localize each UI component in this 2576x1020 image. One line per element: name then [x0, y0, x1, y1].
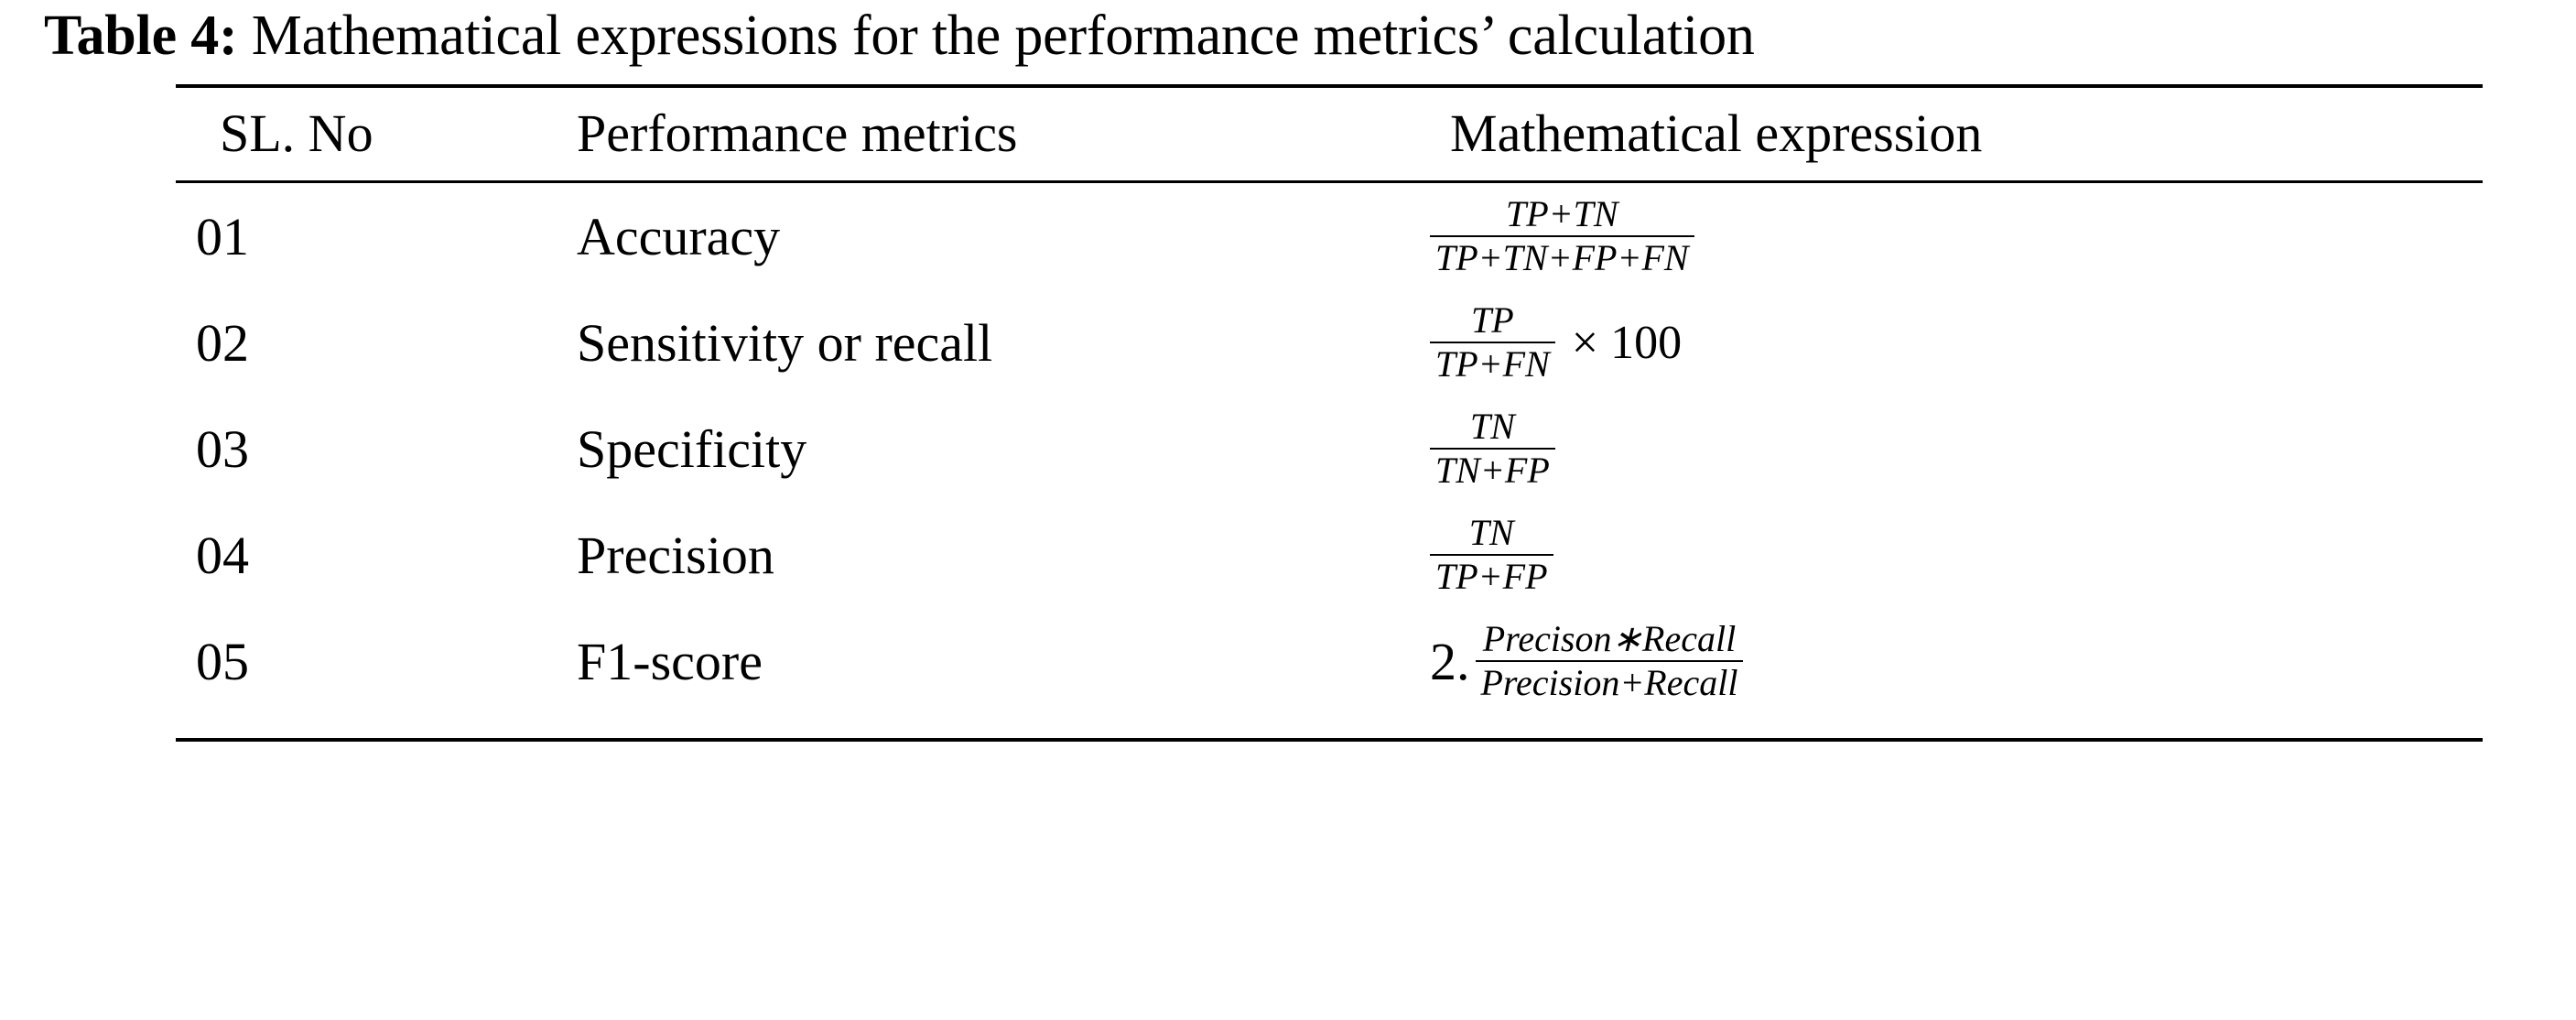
table-row [176, 396, 2483, 502]
math-expression [1430, 512, 2483, 597]
caption-label: Table 4: [44, 5, 238, 67]
cell-expression [1402, 183, 2483, 289]
column-header-mathematical-expression: Mathematical expression [1450, 103, 1983, 163]
performance-metrics-table [176, 88, 2483, 180]
column-header-sl-no: SL. No [220, 103, 373, 163]
cell-sl-no: 05 [196, 631, 249, 691]
cell-metric-name: Accuracy [577, 206, 781, 266]
fraction-denominator: Precision+Recall [1476, 660, 1744, 701]
fraction [1430, 408, 1555, 489]
column-header-performance-metrics: Performance metrics [577, 103, 1018, 163]
cell-sl-no: 04 [196, 525, 249, 585]
fraction-denominator: TP+FN [1430, 342, 1555, 383]
cell-expression [1402, 608, 2483, 714]
table-row [176, 608, 2483, 714]
table-row [176, 289, 2483, 396]
performance-metrics-body [176, 183, 2483, 714]
cell-expression [1402, 502, 2483, 608]
cell-sl-no: 03 [196, 418, 249, 479]
math-expression [1430, 618, 2483, 703]
cell-metric-name: F1-score [577, 631, 763, 691]
math-expression [1430, 408, 2483, 489]
fraction-denominator: TP+FP [1430, 554, 1553, 595]
cell-expression [1402, 289, 2483, 396]
fraction [1476, 618, 1744, 703]
cell-sl-no: 02 [196, 312, 249, 373]
math-expression [1430, 299, 2483, 385]
cell-sl-no: 01 [196, 206, 249, 266]
fraction-numerator: TN [1468, 512, 1514, 553]
math-expression [1430, 193, 2483, 278]
table-container [176, 84, 2483, 742]
table-bottom-rule [176, 738, 2483, 742]
cell-metric-name: Specificity [577, 418, 807, 479]
fraction [1430, 193, 1694, 278]
cell-metric-name: Precision [577, 525, 774, 585]
expression-lead: 2. [1430, 631, 1470, 691]
fraction [1430, 299, 1555, 385]
table-caption [37, 0, 2539, 67]
cell-metric-name: Sensitivity or recall [577, 312, 993, 373]
fraction [1430, 512, 1553, 597]
expression-suffix: × 100 [1571, 316, 1683, 369]
table-row [176, 183, 2483, 289]
cell-expression [1402, 396, 2483, 502]
table-header-row [176, 88, 2483, 180]
fraction-denominator: TN+FP [1430, 448, 1555, 489]
table-row [176, 502, 2483, 608]
fraction-denominator: TP+TN+FP+FN [1430, 235, 1694, 277]
fraction-numerator: TP [1471, 299, 1514, 341]
fraction-numerator: Precison∗Recall [1482, 618, 1737, 659]
caption-text: Mathematical expressions for the performance metrics’ calculation [251, 5, 1755, 67]
fraction-numerator: TN [1469, 406, 1515, 447]
fraction-numerator: TP+TN [1505, 193, 1618, 234]
